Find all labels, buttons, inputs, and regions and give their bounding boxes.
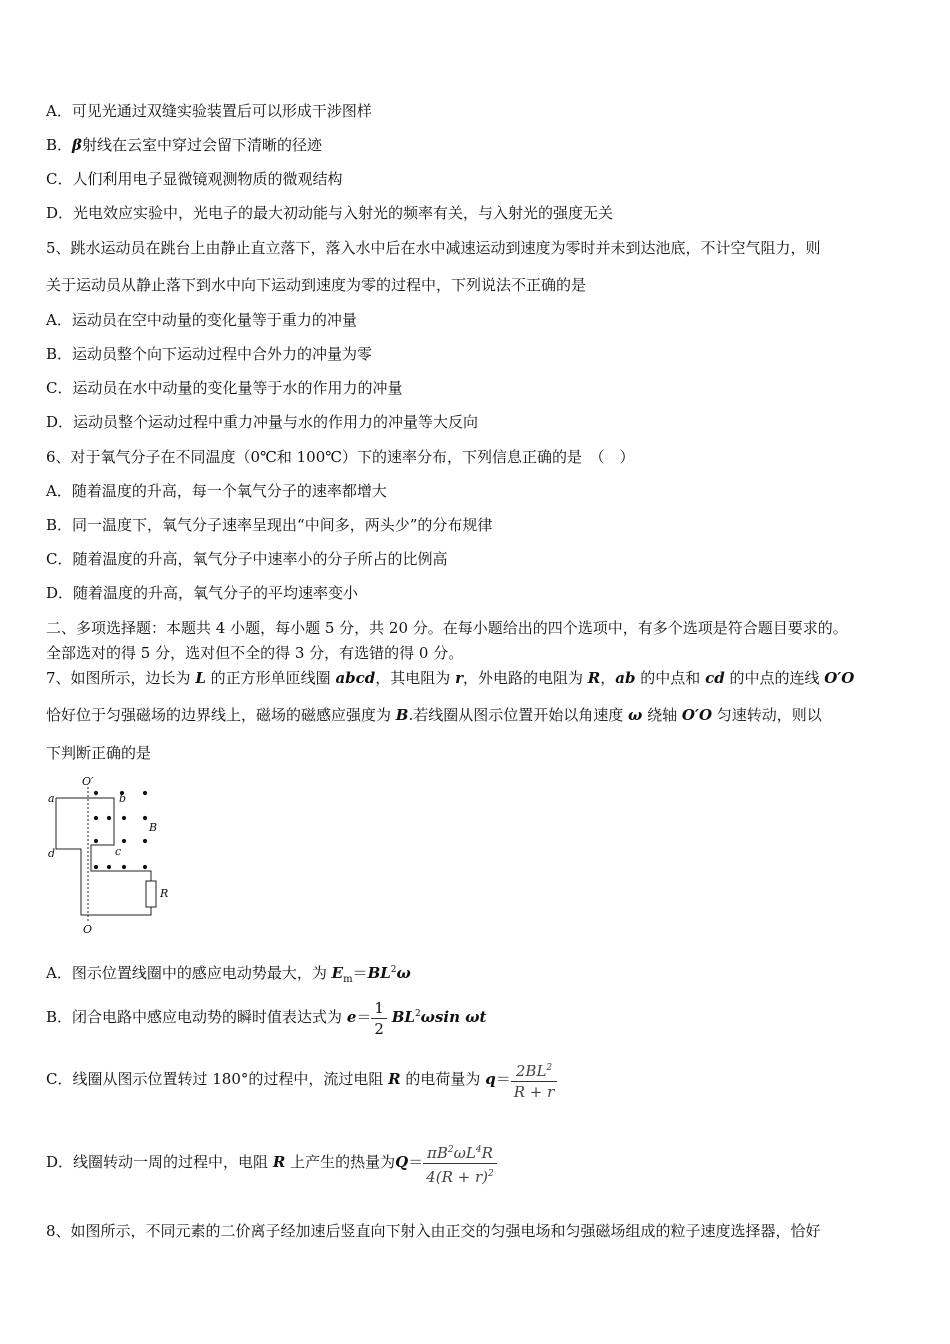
var-e: e bbox=[346, 1008, 357, 1026]
q7-option-a bbox=[46, 960, 411, 990]
sup-2: 2 bbox=[546, 1063, 553, 1073]
q7-text: 的中点的连线 bbox=[729, 669, 820, 687]
var-Q: Q bbox=[395, 1153, 409, 1171]
var-OpO: O′O bbox=[681, 706, 713, 724]
q7-stem-line3: 下判断正确的是 bbox=[46, 744, 152, 762]
omega-sin-omega-t: ωsin ωt bbox=[420, 1008, 487, 1026]
q7-option-d bbox=[46, 1139, 497, 1187]
sup-2: 2 bbox=[447, 1144, 454, 1155]
q4-option-c: C．人们利用电子显微镜观测物质的微观结构 bbox=[46, 170, 343, 188]
q7-option-b-text: B．闭合电路中感应电动势的瞬时值表达式为 bbox=[46, 1008, 343, 1026]
q5-option-a: A．运动员在空中动量的变化量等于重力的冲量 bbox=[46, 311, 357, 329]
equals-sign: ＝ bbox=[495, 1070, 511, 1088]
q4-option-b bbox=[46, 135, 322, 155]
fraction-one-half bbox=[371, 998, 387, 1039]
sup-4: 4 bbox=[475, 1144, 482, 1155]
fraction-numerator bbox=[423, 1140, 497, 1163]
var-E: E bbox=[331, 964, 344, 982]
var-BL: BL bbox=[367, 964, 391, 982]
var-R: R bbox=[587, 669, 601, 687]
q6-option-b: B．同一温度下，氧气分子速率呈现出“中间多，两头少”的分布规律 bbox=[46, 516, 493, 534]
q6-option-a: A．随着温度的升高，每一个氧气分子的速率都增大 bbox=[46, 482, 387, 500]
heat-fraction bbox=[423, 1140, 497, 1187]
sup-2: 2 bbox=[414, 1009, 421, 1019]
q7-option-c-text: C．线圈从图示位置转过 180°的过程中，流过电阻 bbox=[46, 1070, 384, 1088]
charge-fraction bbox=[511, 1058, 558, 1102]
q7-option-d-text2: 上产生的热量为 bbox=[290, 1153, 396, 1171]
var-cd: cd bbox=[705, 669, 725, 687]
q7-text: ，其电阻为 bbox=[375, 669, 451, 687]
q6-option-c: C．随着温度的升高，氧气分子中速率小的分子所占的比例高 bbox=[46, 550, 448, 568]
q5-stem-line2: 关于运动员从静止落下到水中向下运动到速度为零的过程中，下列说法不正确的是 bbox=[46, 276, 587, 294]
var-B: B bbox=[395, 706, 409, 724]
equals-sign: ＝ bbox=[408, 1153, 424, 1171]
q7-text: 匀速转动，则以 bbox=[716, 706, 822, 724]
q6-stem: 6、对于氧气分子在不同温度（0℃和 100℃）下的速率分布，下列信息正确的是 （ ） bbox=[46, 448, 635, 466]
den-4Rr: 4(R + r) bbox=[426, 1167, 488, 1186]
fraction-denominator bbox=[423, 1163, 497, 1187]
q7-stem-line2 bbox=[46, 705, 822, 725]
q7-text: 的中点和 bbox=[640, 669, 701, 687]
var-ab: ab bbox=[615, 669, 636, 687]
section2-heading-line2: 全部选对的得 5 分，选对但不全的得 3 分，有选错的得 0 分。 bbox=[46, 644, 464, 662]
q7-option-c-text2: 的电荷量为 bbox=[405, 1070, 481, 1088]
label-O: O bbox=[83, 923, 93, 936]
label-a: a bbox=[48, 792, 55, 805]
q7-text: ， bbox=[600, 669, 616, 687]
var-R: R bbox=[388, 1070, 401, 1088]
fraction-numerator bbox=[511, 1058, 558, 1081]
q4-option-b-text: 射线在云室中穿过会留下清晰的径迹 bbox=[82, 136, 323, 154]
label-R: R bbox=[160, 887, 169, 900]
equals-sign: ＝ bbox=[356, 1008, 372, 1026]
q7-stem-line1 bbox=[46, 668, 854, 688]
q5-option-c: C．运动员在水中动量的变化量等于水的作用力的冲量 bbox=[46, 379, 403, 397]
var-abcd: abcd bbox=[335, 669, 376, 687]
label-c: c bbox=[115, 845, 122, 858]
sub-m: m bbox=[343, 974, 353, 985]
q7-text: 绕轴 bbox=[647, 706, 678, 724]
var-L: L bbox=[195, 669, 206, 687]
q4-option-d: D．光电效应实验中，光电子的最大初动能与入射光的频率有关，与入射光的强度无关 bbox=[46, 204, 614, 222]
q4-option-a: A．可见光通过双缝实验装置后可以形成干涉图样 bbox=[46, 102, 372, 120]
q5-option-d: D．运动员整个运动过程中重力冲量与水的作用力的冲量等大反向 bbox=[46, 413, 479, 431]
q7-option-c bbox=[46, 1056, 557, 1102]
sup-2: 2 bbox=[488, 1168, 494, 1179]
var-BL: BL bbox=[391, 1008, 415, 1026]
fraction-denominator: 2 bbox=[371, 1018, 387, 1039]
q7-text: 的正方形单匝线圈 bbox=[210, 669, 331, 687]
label-B: B bbox=[149, 821, 158, 834]
var-q: q bbox=[485, 1070, 496, 1088]
q7-option-b bbox=[46, 993, 486, 1039]
q7-option-a-text: A．图示位置线圈中的感应电动势最大，为 bbox=[46, 964, 327, 982]
beta-symbol: β bbox=[72, 136, 82, 154]
section2-heading-line1: 二、多项选择题：本题共 4 小题，每小题 5 分，共 20 分。在每小题给出的四个选项中，有多个选项是符合题目要求的。 bbox=[46, 619, 848, 637]
q5-option-b: B．运动员整个向下运动过程中合外力的冲量为零 bbox=[46, 345, 373, 363]
num-omegaL: ωL bbox=[453, 1143, 476, 1162]
var-r: r bbox=[455, 669, 463, 687]
equals-sign: ＝ bbox=[352, 964, 368, 982]
q7-text: 恰好位于匀强磁场的边界线上，磁场的磁感应强度为 bbox=[46, 706, 392, 724]
num-R: R bbox=[481, 1143, 493, 1162]
var-R: R bbox=[272, 1153, 286, 1171]
q8-stem: 8、如图所示，不同元素的二价离子经加速后竖直向下射入由正交的匀强电场和匀强磁场组成的粒子速度选择器，恰好 bbox=[46, 1222, 821, 1240]
var-omega: ω bbox=[396, 964, 411, 982]
label-d: d bbox=[48, 847, 56, 860]
q7-coil-figure bbox=[44, 773, 174, 938]
var-OpO: O′O bbox=[824, 669, 855, 687]
q7-text: 7、如图所示，边长为 bbox=[46, 669, 191, 687]
fraction-numerator: 1 bbox=[374, 998, 384, 1017]
q7-text: .若线圈从图示位置开始以角速度 bbox=[408, 706, 624, 724]
q7-text: ，外电路的电阻为 bbox=[463, 669, 584, 687]
q4-option-b-prefix: B． bbox=[46, 136, 73, 154]
sup-2: 2 bbox=[390, 965, 397, 975]
q7-option-d-text: D．线圈转动一周的过程中，电阻 bbox=[46, 1153, 269, 1171]
q6-option-d: D．随着温度的升高，氧气分子的平均速率变小 bbox=[46, 584, 359, 602]
q5-stem-line1: 5、跳水运动员在跳台上由静止直立落下，落入水中后在水中减速运动到速度为零时并未到达池底，不计空气阻力，则 bbox=[46, 239, 821, 257]
label-b: b bbox=[119, 792, 127, 805]
var-omega: ω bbox=[628, 706, 643, 724]
num-piB: πB bbox=[427, 1143, 448, 1162]
label-O-prime: O′ bbox=[82, 775, 94, 788]
fraction-denominator: R + r bbox=[511, 1081, 558, 1102]
num-2BL: 2BL bbox=[515, 1062, 547, 1080]
